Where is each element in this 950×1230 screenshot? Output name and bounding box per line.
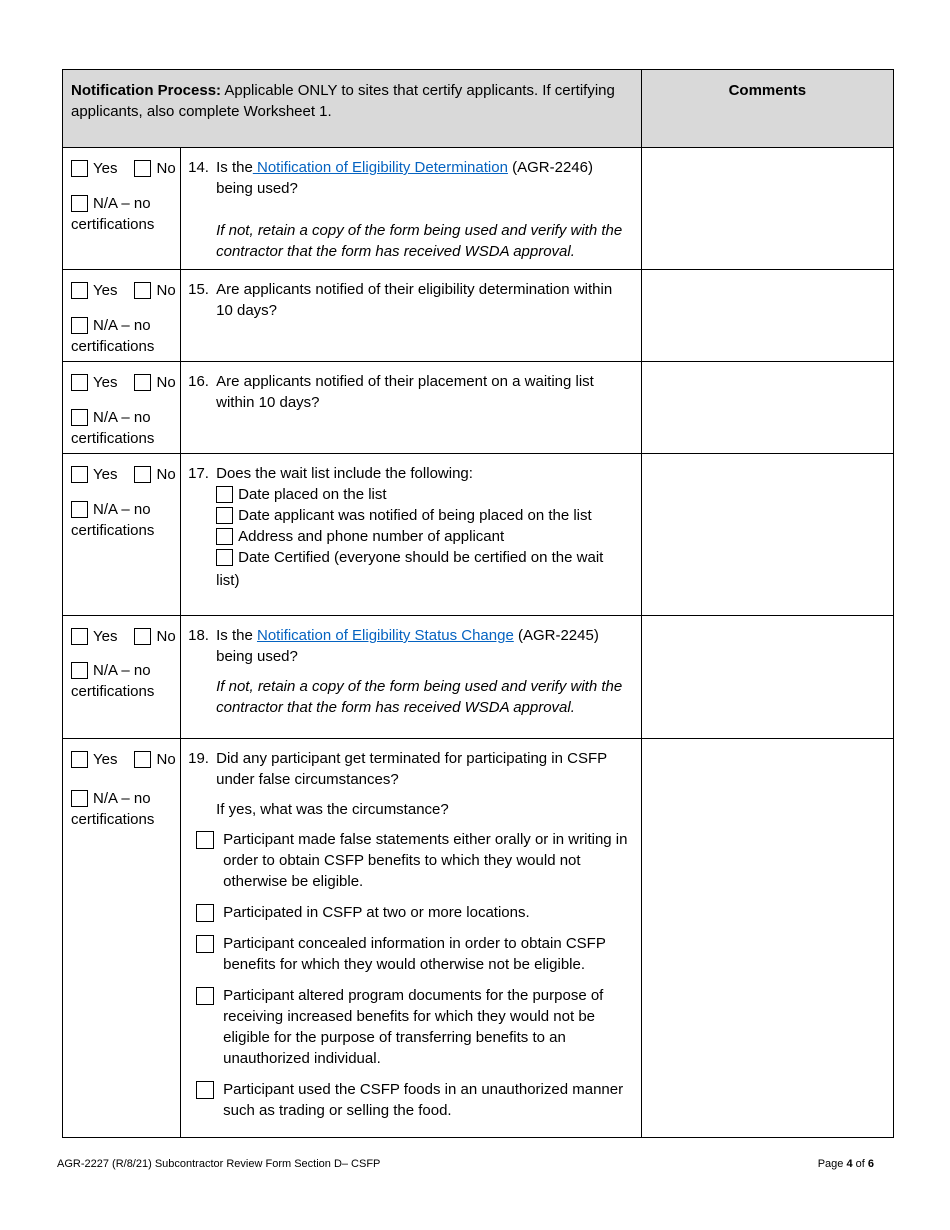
waitlist-address-phone-checkbox[interactable] [216, 528, 233, 545]
circumstance-option: Participated in CSFP at two or more locations. [223, 904, 530, 921]
no-label: No [156, 750, 176, 768]
no-label: No [156, 159, 176, 177]
question-cell-17 [181, 454, 642, 616]
question-text: Is the [216, 159, 253, 176]
na-checkbox-16[interactable] [71, 409, 88, 426]
na-label-cont: certifications [71, 216, 155, 233]
yes-label: Yes [93, 627, 118, 645]
comments-cell-14[interactable] [641, 148, 893, 270]
comments-cell-16[interactable] [641, 362, 893, 454]
question-number: 16. [188, 373, 209, 390]
question-followup: If yes, what was the circumstance? [216, 801, 449, 818]
no-checkbox-19[interactable] [134, 751, 151, 768]
yes-label: Yes [93, 750, 118, 768]
na-checkbox-17[interactable] [71, 501, 88, 518]
circumstance-option: Participant altered program documents for the purpose of receiving increased benefits for which they would not be eligible for the purpose of transferring benefits to an unauthorized individual. [223, 987, 604, 1067]
no-label: No [156, 281, 176, 299]
na-label-cont: certifications [71, 430, 155, 447]
page-word: Page [817, 1158, 847, 1170]
yes-checkbox-17[interactable] [71, 466, 88, 483]
na-label-cont: certifications [71, 522, 155, 539]
comments-cell-15[interactable] [641, 270, 893, 362]
na-label-cont: certifications [71, 338, 155, 355]
na-label: N/A – no [93, 500, 151, 518]
comments-header: Comments [641, 70, 893, 148]
form-id-footer: AGR-2227 (R/8/21) Subcontractor Review Form Section D– CSFP [57, 1158, 381, 1170]
question-row-19 [63, 739, 894, 1138]
na-label: N/A – no [93, 661, 151, 679]
question-text-cont: (AGR-2245) being used? [216, 627, 599, 665]
question-text: Are applicants notified of their placement on a waiting list within 10 days? [216, 373, 594, 411]
na-label: N/A – no [93, 789, 151, 807]
question-cell-18 [181, 616, 642, 739]
section-header-row [63, 70, 894, 148]
circumstance-option: Participant concealed information in order to obtain CSFP benefits for which they would otherwise not be eligible. [223, 935, 606, 973]
question-row-15 [63, 270, 894, 362]
question-row-16 [63, 362, 894, 454]
no-checkbox-18[interactable] [134, 628, 151, 645]
yes-label: Yes [93, 465, 118, 483]
no-checkbox-16[interactable] [134, 374, 151, 391]
notification-eligibility-status-change-link[interactable]: Notification of Eligibility Status Change [256, 627, 514, 644]
na-label: N/A – no [93, 408, 151, 426]
page-total: 6 [867, 1158, 874, 1170]
question-cell-14 [181, 148, 642, 270]
question-cell-15 [181, 270, 642, 362]
comments-cell-19[interactable] [641, 739, 893, 1138]
page-of: of [852, 1158, 868, 1170]
answer-cell-18 [63, 616, 181, 739]
na-checkbox-14[interactable] [71, 195, 88, 212]
na-checkbox-15[interactable] [71, 317, 88, 334]
na-checkbox-18[interactable] [71, 662, 88, 679]
yes-checkbox-19[interactable] [71, 751, 88, 768]
no-label: No [156, 627, 176, 645]
answer-cell-19 [63, 739, 181, 1138]
yes-label: Yes [93, 373, 118, 391]
comments-cell-17[interactable] [641, 454, 893, 616]
yes-checkbox-16[interactable] [71, 374, 88, 391]
question-row-14 [63, 148, 894, 270]
waitlist-item-tail: list) [216, 572, 240, 589]
waitlist-item: Date applicant was notified of being placed on the list [238, 507, 592, 524]
question-row-17 [63, 454, 894, 616]
na-label: N/A – no [93, 316, 151, 334]
multiple-locations-checkbox[interactable] [196, 904, 214, 922]
review-form-table [62, 69, 894, 1138]
question-text: Does the wait list include the following: [216, 465, 473, 482]
no-label: No [156, 465, 176, 483]
circumstance-option: Participant used the CSFP foods in an unauthorized manner such as trading or selling the food. [223, 1081, 624, 1119]
no-checkbox-17[interactable] [134, 466, 151, 483]
question-note: If not, retain a copy of the form being used and verify with the contractor that the form has received WSDA approval. [216, 678, 623, 716]
answer-cell-15 [63, 270, 181, 362]
yes-label: Yes [93, 159, 118, 177]
waitlist-item: Date Certified (everyone should be certified on the wait [238, 549, 604, 566]
no-checkbox-14[interactable] [134, 160, 151, 177]
question-text: Did any participant get terminated for participating in CSFP under false circumstances? [216, 750, 607, 788]
unauthorized-use-checkbox[interactable] [196, 1081, 214, 1099]
question-number: 15. [188, 281, 209, 298]
notification-eligibility-determination-link[interactable]: Notification of Eligibility Determination [252, 159, 508, 176]
question-text: Are applicants notified of their eligibility determination within 10 days? [216, 281, 613, 319]
waitlist-date-notified-checkbox[interactable] [216, 507, 233, 524]
false-statements-checkbox[interactable] [196, 831, 214, 849]
concealed-information-checkbox[interactable] [196, 935, 214, 953]
na-checkbox-19[interactable] [71, 790, 88, 807]
question-text-cont: (AGR-2246) being used? [216, 159, 593, 197]
question-row-18 [63, 616, 894, 739]
yes-checkbox-14[interactable] [71, 160, 88, 177]
question-cell-19 [181, 739, 642, 1138]
answer-cell-17 [63, 454, 181, 616]
circumstance-option: Participant made false statements either orally or in writing in order to obtain CSFP benefits to which they would not otherwise be eligible. [223, 831, 628, 890]
yes-label: Yes [93, 281, 118, 299]
question-number: 19. [188, 750, 209, 767]
waitlist-item: Date placed on the list [238, 486, 387, 503]
question-number: 17. [188, 465, 209, 482]
waitlist-date-certified-checkbox[interactable] [216, 549, 233, 566]
question-note: If not, retain a copy of the form being used and verify with the contractor that the form has received WSDA approval. [216, 222, 623, 260]
no-checkbox-15[interactable] [134, 282, 151, 299]
na-label-cont: certifications [71, 683, 155, 700]
question-number: 18. [188, 627, 209, 644]
page-number-footer [818, 1158, 874, 1170]
question-number: 14. [188, 159, 209, 176]
yes-checkbox-18[interactable] [71, 628, 88, 645]
comments-cell-18[interactable] [641, 616, 893, 739]
page-current: 4 [846, 1158, 853, 1170]
question-cell-16 [181, 362, 642, 454]
na-label-cont: certifications [71, 811, 155, 828]
na-label: N/A – no [93, 194, 151, 212]
yes-checkbox-15[interactable] [71, 282, 88, 299]
answer-cell-16 [63, 362, 181, 454]
section-header [63, 70, 642, 148]
waitlist-item: Address and phone number of applicant [238, 528, 505, 545]
altered-documents-checkbox[interactable] [196, 987, 214, 1005]
section-title: Notification Process: [71, 82, 222, 99]
waitlist-date-placed-checkbox[interactable] [216, 486, 233, 503]
section-description: Applicable ONLY to sites that certify applicants. If certifying applicants, also complete Worksheet 1. [71, 82, 615, 120]
question-text: Is the [216, 627, 257, 644]
no-label: No [156, 373, 176, 391]
answer-cell-14 [63, 148, 181, 270]
